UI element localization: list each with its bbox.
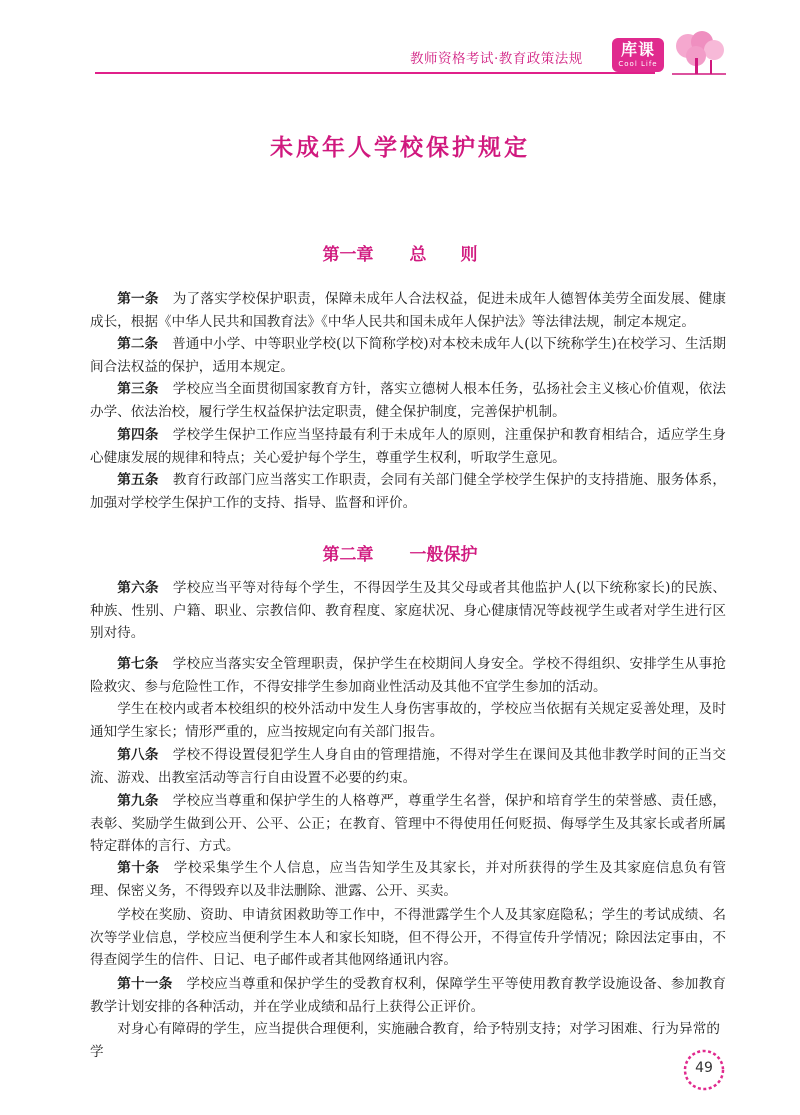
article-text: 对身心有障碍的学生，应当提供合理便利，实施融合教育，给予特别支持；对学习困难、行为异常的学 <box>90 1021 720 1060</box>
article-text: 学校应当尊重和保护学生的受教育权利，保障学生平等使用教育教学设施设备、参加教育教学计划安排的各种活动，并在学业成绩和品行上获得公正评价。 <box>90 976 727 1015</box>
chapter-name: 总 则 <box>409 245 478 265</box>
logo-main-text: 库课 <box>620 40 655 59</box>
article-number: 第四条 <box>117 427 159 443</box>
article-paragraph <box>90 333 726 378</box>
article-number: 第二条 <box>117 336 159 352</box>
page-number-badge <box>682 1048 726 1092</box>
document-title: 未成年人学校保护规定 <box>270 134 530 161</box>
article-paragraph <box>90 469 726 514</box>
logo-sub-text: Cool Life <box>618 60 658 68</box>
article-paragraph <box>90 744 726 789</box>
article-paragraph <box>90 1018 720 1060</box>
publisher-logo <box>612 38 664 72</box>
article-number: 第七条 <box>117 656 159 672</box>
tree-decoration-icon <box>668 30 728 78</box>
article-number: 第一条 <box>117 291 159 307</box>
header-rule <box>95 72 655 74</box>
article-number: 第八条 <box>117 747 159 763</box>
chapter-name: 一般保护 <box>409 545 478 565</box>
article-number: 第十一条 <box>117 976 173 992</box>
chapter-heading <box>0 240 800 265</box>
article-paragraph <box>90 577 726 645</box>
article-text: 学校采集学生个人信息，应当告知学生及其家长，并对所获得的学生及其家庭信息负有管理、保密义务，不得毁弃以及非法删除、泄露、公开、买卖。 <box>90 860 727 899</box>
article-paragraph <box>90 698 726 743</box>
article-text: 学校应当尊重和保护学生的人格尊严，尊重学生名誉，保护和培育学生的荣誉感、责任感，表彰、奖励学生做到公开、公平、公正；在教育、管理中不得使用任何贬损、侮辱学生及其家长或者所属特定群体的言行、方式。 <box>90 793 726 854</box>
article-number: 第十条 <box>117 860 160 876</box>
article-number: 第五条 <box>117 472 159 488</box>
chapter-label: 第二章 <box>322 545 374 565</box>
article-number: 第九条 <box>117 793 159 809</box>
article-text: 学校应当全面贯彻国家教育方针，落实立德树人根本任务，弘扬社会主义核心价值观，依法办学、依法治校，履行学生权益保护法定职责，健全保护制度，完善保护机制。 <box>90 381 726 420</box>
header-caption: 教师资格考试·教育政策法规 <box>410 51 583 67</box>
page-number: 49 <box>695 1060 713 1076</box>
chapter-heading <box>0 540 800 565</box>
article-text: 普通中小学、中等职业学校(以下简称学校)对本校未成年人(以下统称学生)在校学习、生活期间合法权益的保护，适用本规定。 <box>90 336 727 375</box>
article-text: 为了落实学校保护职责，保障未成年人合法权益，促进未成年人德智体美劳全面发展、健康成长，根据《中华人民共和国教育法》《中华人民共和国未成年人保护法》等法律法规，制定本规定。 <box>90 291 726 330</box>
article-paragraph <box>90 378 726 423</box>
article-text: 学校应当落实安全管理职责，保护学生在校期间人身安全。学校不得组织、安排学生从事抢险救灾、参与危险性工作，不得安排学生参加商业性活动及其他不宜学生参加的活动。 <box>90 656 726 695</box>
article-text: 学校应当平等对待每个学生，不得因学生及其父母或者其他监护人(以下统称家长)的民族、种族、性别、户籍、职业、宗教信仰、教育程度、家庭状况、身心健康情况等歧视学生或者对学生进行区别对待。 <box>90 580 727 641</box>
article-paragraph <box>90 790 726 858</box>
article-number: 第三条 <box>117 381 159 397</box>
article-paragraph <box>90 973 726 1018</box>
page-header <box>0 0 800 95</box>
article-paragraph <box>90 857 726 902</box>
article-text: 学生在校内或者本校组织的校外活动中发生人身伤害事故的，学校应当依据有关规定妥善处理，及时通知学生家长；情形严重的，应当按规定向有关部门报告。 <box>90 701 726 740</box>
article-number: 第六条 <box>117 580 159 596</box>
article-paragraph <box>90 424 726 469</box>
article-paragraph <box>90 653 726 698</box>
article-text: 教育行政部门应当落实工作职责，会同有关部门健全学校学生保护的支持措施、服务体系，加强对学校学生保护工作的支持、指导、监督和评价。 <box>90 472 726 511</box>
chapter-label: 第一章 <box>322 245 374 265</box>
article-paragraph <box>90 904 726 972</box>
article-text: 学校在奖励、资助、申请贫困救助等工作中，不得泄露学生个人及其家庭隐私；学生的考试成绩、名次等学业信息，学校应当便利学生本人和家长知晓，但不得公开，不得宣传升学情况；除因法定事由，不得查阅学生的信件、日记、电子邮件或者其他网络通讯内容。 <box>90 907 726 968</box>
article-text: 学校学生保护工作应当坚持最有利于未成年人的原则，注重保护和教育相结合，适应学生身心健康发展的规律和特点；关心爱护每个学生，尊重学生权利，听取学生意见。 <box>90 427 726 466</box>
article-text: 学校不得设置侵犯学生人身自由的管理措施，不得对学生在课间及其他非教学时间的正当交流、游戏、出教室活动等言行自由设置不必要的约束。 <box>90 747 726 786</box>
article-paragraph <box>90 288 726 333</box>
